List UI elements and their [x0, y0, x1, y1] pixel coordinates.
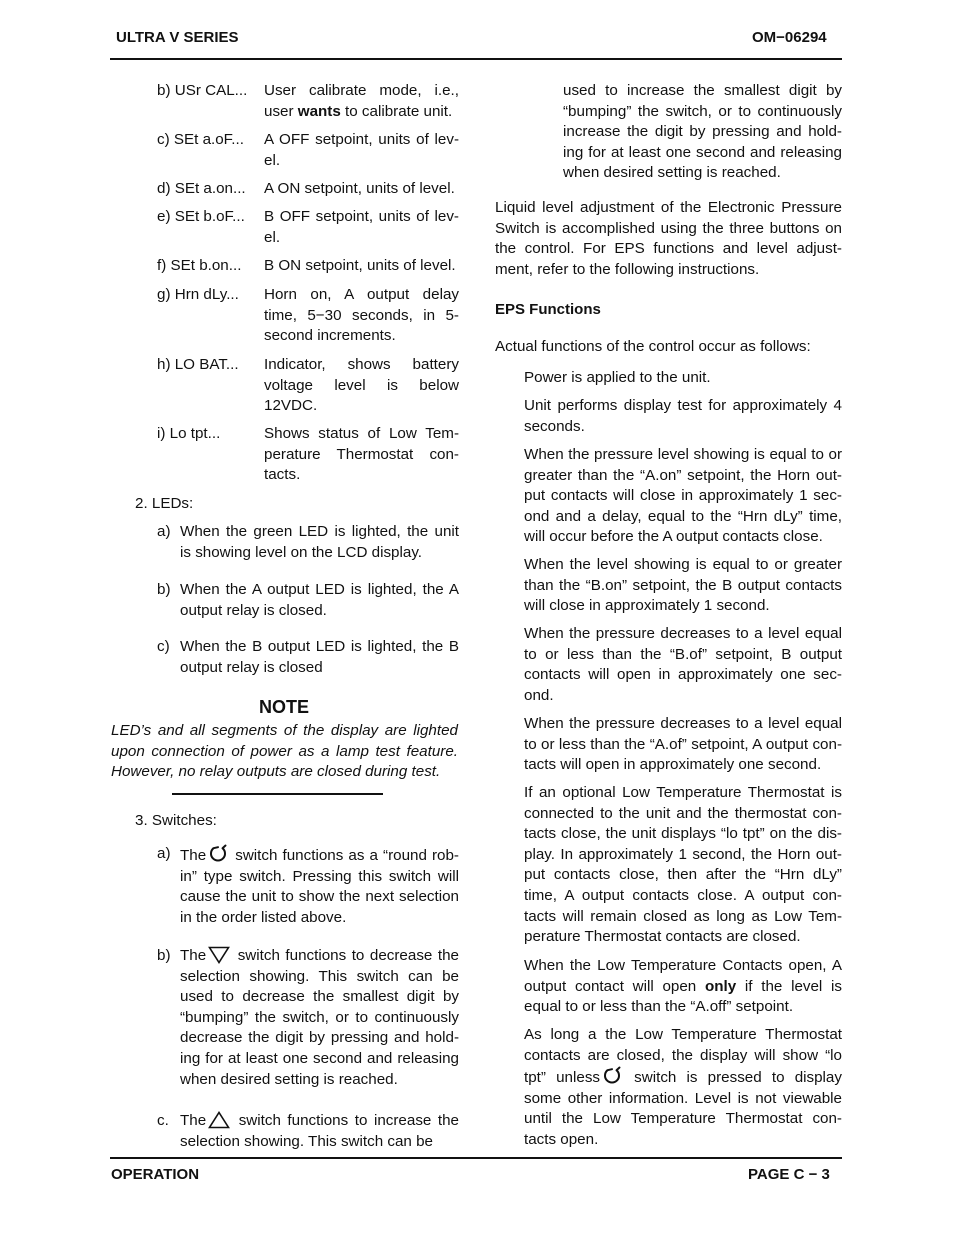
definition-desc: Shows status of Low Tem-perature Thermostat con-tacts. — [264, 425, 459, 484]
eps-step: When the Low Temperature Contacts open, A output contact will open only if the level is equal to or less than the “A.off” setpoint. — [524, 957, 842, 1016]
definition-lo-tpt — [157, 424, 459, 486]
switch-item-increase: c. The switch functions to increase the selection showing. This switch can be — [157, 1112, 459, 1150]
definition-term: e) SEt b.oF... — [157, 208, 245, 225]
definition-set-aon — [157, 179, 459, 200]
note-divider — [172, 793, 383, 795]
footer-rule — [110, 1157, 842, 1159]
eps-step: Power is applied to the unit. — [524, 369, 711, 386]
note-body: LED’s and all segments of the display are lighted upon connection of power as a lamp test feature. However, no relay outputs are closed during test. — [111, 722, 458, 781]
footer-page-number: PAGE C − 3 — [748, 1166, 830, 1183]
eps-step: Unit performs display test for approximately 4 seconds. — [524, 397, 842, 435]
eps-step: If an optional Low Temperature Thermostat is connected to the unit and the thermostat con-tacts close, the unit displays “lo tpt” on the dis-play. In approximately 1 second, the Horn out-put contacts close, then after the “Hrn dLy” time, A output contacts close. A output con-tacts will remain closed as long as Low Tem-perature Thermostat contacts are closed. — [524, 784, 842, 946]
definition-term: f) SEt b.on... — [157, 257, 242, 274]
eps-heading: EPS Functions — [495, 301, 601, 318]
led-item-a-output: b) When the A output LED is lighted, the A output relay is closed. — [157, 581, 459, 619]
definition-term: h) LO BAT... — [157, 356, 239, 373]
definition-desc: User calibrate mode, i.e., user wants to calibrate unit. — [264, 82, 459, 120]
header-doc-number: OM−06294 — [752, 29, 827, 46]
switch-increase-continued: used to increase the smallest digit by “bumping” the switch, or to continuously increase the digit by pressing and hold-ing for at least one second and releasing when desired setting is reached. — [563, 82, 842, 182]
led-item-b-output: c) When the B output LED is lighted, the B output relay is closed — [157, 638, 459, 676]
definition-set-bon — [157, 256, 459, 277]
definition-set-aof — [157, 130, 459, 171]
switches-heading: 3. Switches: — [135, 812, 217, 829]
definition-desc: A ON setpoint, units of level. — [264, 180, 455, 197]
round-robin-icon — [602, 1066, 622, 1086]
definition-term: d) SEt a.on... — [157, 180, 246, 197]
definition-hrn-dly — [157, 285, 459, 347]
note-title: NOTE — [258, 697, 309, 717]
eps-intro: Actual functions of the control occur as follows: — [495, 338, 811, 355]
eps-step: When the pressure decreases to a level equal to or less than the “A.of” setpoint, A output con-tacts will open in approximately one second. — [524, 715, 842, 774]
switch-item-round-robin: a) The switch functions as a “round rob-in” type switch. Pressing this switch will cause the unit to show the next selection in the order listed above. — [157, 845, 459, 926]
definition-set-bof — [157, 207, 459, 248]
definition-desc: Indicator, shows battery voltage level is below 12VDC. — [264, 356, 459, 415]
led-item-green: a) When the green LED is lighted, the unit is showing level on the LCD display. — [157, 523, 459, 561]
definition-usr-cal — [157, 81, 459, 122]
liquid-level-paragraph: Liquid level adjustment of the Electronic Pressure Switch is accomplished using the three buttons on the control. For EPS functions and level adjust-ment, refer to the following instructions. — [495, 199, 842, 278]
eps-step: As long a the Low Temperature Thermostat contacts are closed, the display will show “lo tpt” unless switch is pressed to display some other information. Level is not viewable until the Low Temperature Thermostat con-tacts open. — [524, 1026, 842, 1148]
round-robin-icon — [208, 844, 228, 864]
definition-desc: A OFF setpoint, units of lev-el. — [264, 131, 459, 169]
definition-term: g) Hrn dLy... — [157, 286, 239, 303]
eps-step: When the pressure decreases to a level equal to or less than the “B.of” setpoint, B output contacts will open in approximately one sec-ond. — [524, 625, 842, 704]
definition-desc: Horn on, A output delay time, 5−30 seconds, in 5-second increments. — [264, 286, 459, 345]
eps-step: When the pressure level showing is equal to or greater than the “A.on” setpoint, the Horn out-put contacts will close in approximately 1 sec-ond and a delay, equal to the “Hrn dLy” time, will occur before the A output contacts close. — [524, 446, 842, 546]
definition-desc: B ON setpoint, units of level. — [264, 257, 456, 274]
header-rule — [110, 58, 842, 60]
definition-term: c) SEt a.oF... — [157, 131, 244, 148]
triangle-up-icon — [208, 1111, 230, 1129]
definition-desc: B OFF setpoint, units of lev-el. — [264, 208, 459, 246]
eps-step: When the level showing is equal to or greater than the “B.on” setpoint, the B output contacts will close in approximately 1 second. — [524, 556, 842, 615]
definition-term: i) Lo tpt... — [157, 425, 221, 442]
leds-heading: 2. LEDs: — [135, 495, 194, 512]
definition-lo-bat — [157, 355, 459, 417]
definition-term: b) USr CAL... — [157, 82, 248, 99]
triangle-down-icon — [208, 946, 230, 964]
header-series: ULTRA V SERIES — [116, 29, 239, 46]
switch-item-decrease: b) The switch functions to decrease the selection showing. This switch can be used to decrease the smallest digit by “bumping” the switch, or to continuously decrease the digit by pressing and hold-ing for at least one second and releasing when desired setting is reached. — [157, 947, 459, 1088]
footer-section: OPERATION — [111, 1166, 200, 1183]
